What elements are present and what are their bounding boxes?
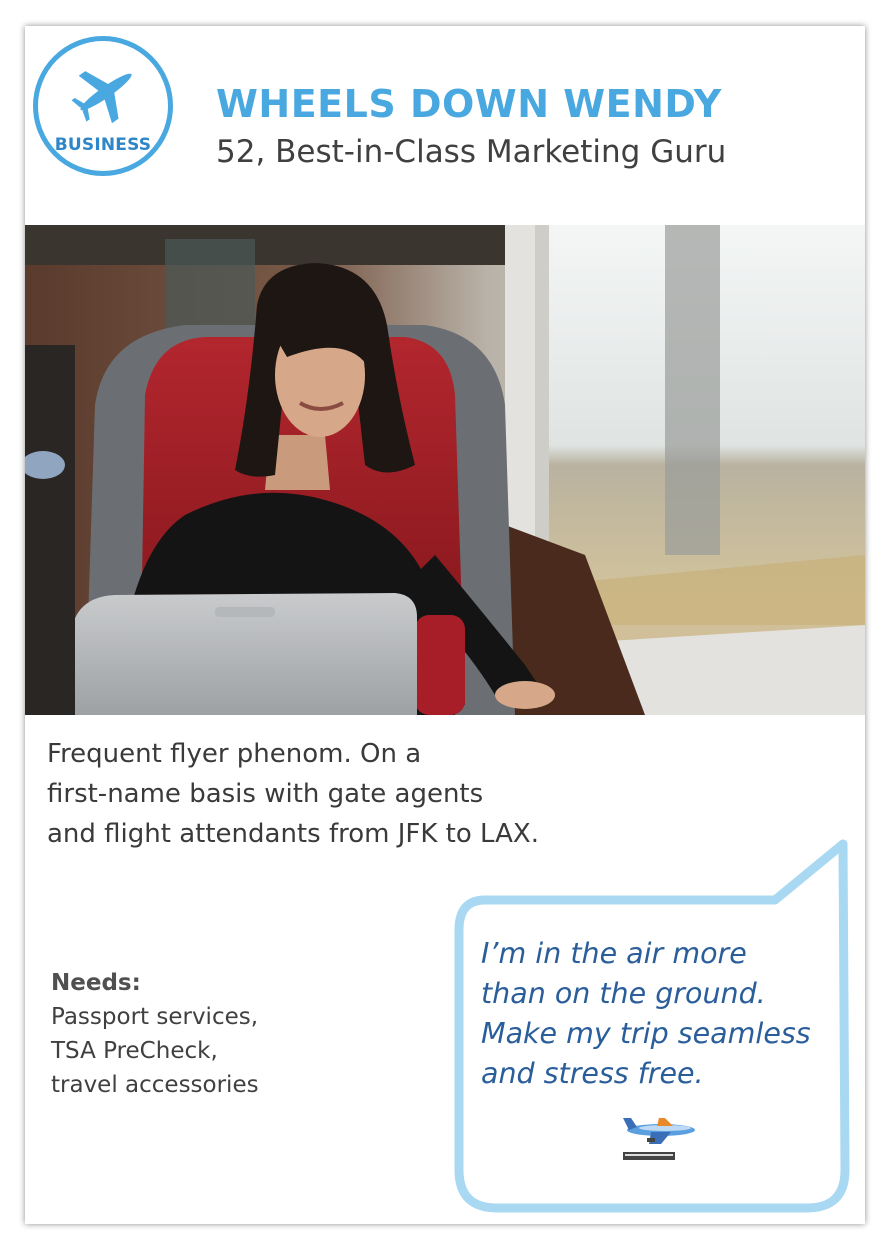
persona-card [25,26,865,1224]
needs-section [51,966,381,1102]
needs-item: travel accessories [51,1072,259,1098]
badge-label: BUSINESS [54,135,152,155]
needs-item: TSA PreCheck, [51,1038,218,1064]
persona-photo [25,225,865,715]
airplane-icon [71,57,141,127]
business-badge [33,36,173,176]
needs-title: Needs: [51,970,141,996]
persona-quote [481,934,861,1094]
quote-line: than on the ground. [481,977,766,1010]
persona-subtitle: 52, Best-in-Class Marketing Guru [216,134,727,170]
quote-line: I’m in the air more [481,937,747,970]
description-line: and flight attendants from JFK to LAX. [47,819,539,849]
jet-illustration-icon [621,1114,701,1164]
persona-name: WHEELS DOWN WENDY [216,82,722,126]
quote-line: Make my trip seamless [481,1017,811,1050]
description-line: first-name basis with gate agents [47,779,484,809]
quote-line: and stress free. [481,1057,704,1090]
description-line: Frequent flyer phenom. On a [47,739,422,769]
needs-item: Passport services, [51,1004,259,1030]
